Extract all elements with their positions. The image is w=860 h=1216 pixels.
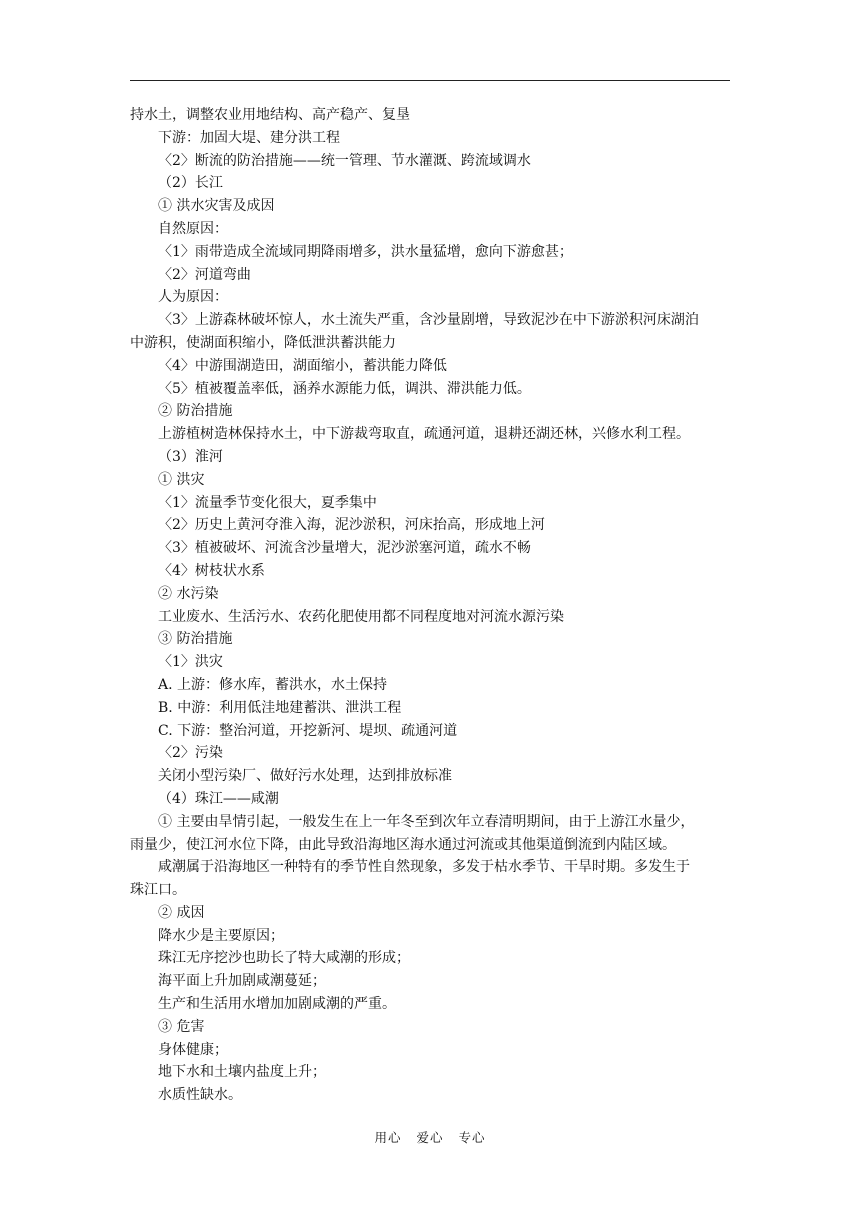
- text-line: 身体健康；: [158, 1041, 228, 1058]
- text-line: 〈2〉污染: [158, 745, 223, 762]
- text-line: 〈1〉流量季节变化很大，夏季集中: [158, 494, 377, 511]
- text-line: 〈2〉历史上黄河夺淮入海，泥沙淤积，河床抬高，形成地上河: [158, 517, 545, 534]
- text-line: 〈3〉上游森林破坏惊人，水土流失严重，含沙量剧增，导致泥沙在中下游淤积河床湖泊: [158, 312, 699, 329]
- text-line: 〈4〉中游围湖造田，湖面缩小，蓄洪能力降低: [158, 357, 447, 374]
- text-line: 生产和生活用水增加加剧咸潮的严重。: [158, 996, 396, 1013]
- text-line: ② 防治措施: [158, 403, 233, 420]
- text-line: 珠江无序挖沙也助长了特大咸潮的形成；: [158, 950, 410, 967]
- text-line: 关闭小型污染厂、做好污水处理，达到排放标准: [158, 768, 452, 785]
- text-line: 〈5〉植被覆盖率低，涵养水源能力低，调洪、滞洪能力低。: [158, 380, 531, 397]
- text-line: 持水土，调整农业用地结构、高产稳产、复垦: [130, 107, 410, 123]
- text-line: ① 主要由旱情引起，一般发生在上一年冬至到次年立春清明期间，由于上游江水量少，: [158, 813, 695, 830]
- text-line: ③ 防治措施: [158, 631, 233, 648]
- text-line: 降水少是主要原因；: [158, 927, 284, 944]
- text-line: C. 下游：整治河道，开挖新河、堤坝、疏通河道: [158, 722, 458, 739]
- text-line: 〈4〉树枝状水系: [158, 562, 265, 579]
- text-line: 〈1〉雨带造成全流域同期降雨增多，洪水量猛增，愈向下游愈甚；: [158, 243, 573, 260]
- text-line: 雨量少，使江河水位下降，由此导致沿海地区海水通过河流或其他渠道倒流到内陆区域。: [130, 836, 676, 853]
- text-line: 水质性缺水。: [158, 1087, 242, 1104]
- text-line: 地下水和土壤内盐度上升；: [158, 1064, 326, 1081]
- text-line: B. 中游：利用低洼地建蓄洪、泄洪工程: [158, 699, 402, 716]
- page-footer: 用心 爱心 专心: [374, 1130, 486, 1145]
- text-line: 人为原因：: [158, 289, 228, 306]
- text-line: 工业废水、生活污水、农药化肥使用都不同程度地对河流水源污染: [158, 608, 564, 625]
- text-line: 下游：加固大堤、建分洪工程: [158, 129, 340, 146]
- text-line: 〈2〉河道弯曲: [158, 266, 251, 283]
- text-line: 中游积，使湖面积缩小，降低泄洪蓄洪能力: [130, 334, 396, 351]
- text-line: ③ 危害: [158, 1018, 205, 1035]
- header-rule: [130, 80, 730, 81]
- text-line: 自然原因：: [158, 220, 228, 237]
- text-line: ② 水污染: [158, 585, 219, 602]
- text-line: （3）淮河: [158, 448, 223, 465]
- text-line: A. 上游：修水库，蓄洪水，水土保持: [158, 676, 388, 693]
- text-line: 上游植树造林保持水土，中下游裁弯取直，疏通河道，退耕还湖还林，兴修水利工程。: [158, 426, 690, 443]
- text-line: 珠江口。: [130, 882, 186, 899]
- text-line: 海平面上升加剧咸潮蔓延；: [158, 973, 326, 990]
- text-line: 〈3〉植被破坏、河流含沙量增大，泥沙淤塞河道，疏水不畅: [158, 540, 531, 557]
- text-line: 咸潮属于沿海地区一种特有的季节性自然现象，多发于枯水季节、干旱时期。多发生于: [158, 859, 690, 876]
- text-line: 〈2〉断流的防治措施——统一管理、节水灌溉、跨流域调水: [158, 152, 531, 169]
- text-line: （2）长江: [158, 175, 223, 192]
- text-line: （4）珠江——咸潮: [158, 790, 279, 807]
- text-line: 〈1〉洪灾: [158, 654, 223, 671]
- text-line: ① 洪灾: [158, 471, 205, 488]
- text-line: ② 成因: [158, 904, 205, 921]
- text-line: ① 洪水灾害及成因: [158, 198, 275, 215]
- document-body: [130, 104, 730, 1107]
